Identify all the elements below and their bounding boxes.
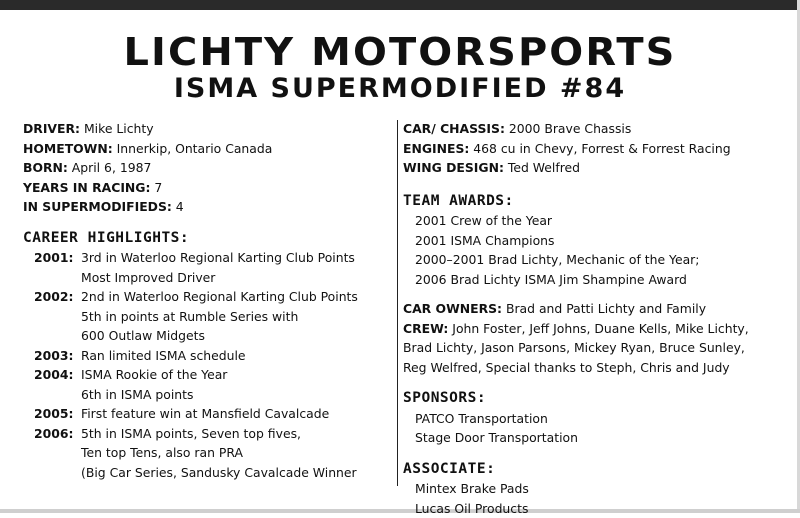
- crew-line: Reg Welfred, Special thanks to Steph, Chris and Judy: [403, 358, 793, 378]
- wing-design-value: Ted Welfred: [508, 160, 580, 175]
- hometown-row: [23, 139, 393, 159]
- wing-design-label: WING DESIGN:: [403, 160, 504, 175]
- career-line: 600 Outlaw Midgets: [81, 326, 358, 346]
- career-year: 2005:: [34, 404, 81, 424]
- right-column: [403, 119, 793, 518]
- career-line: Ten top Tens, also ran PRA: [81, 443, 357, 463]
- award-item: 2006 Brad Lichty ISMA Jim Shampine Award: [403, 270, 793, 290]
- years-racing-value: 7: [154, 180, 162, 195]
- owners-row: [403, 299, 793, 319]
- award-item: 2001 Crew of the Year: [403, 211, 793, 231]
- crew-value: John Foster, Jeff Johns, Duane Kells, Mike Lichty,: [452, 321, 748, 336]
- career-year: 2006:: [34, 424, 81, 483]
- column-divider: [397, 120, 398, 486]
- card-title: LICHTY MOTORSPORTS: [0, 30, 800, 74]
- years-racing-label: YEARS IN RACING:: [23, 180, 150, 195]
- career-line: ISMA Rookie of the Year: [81, 365, 227, 385]
- associate-item: Lucas Oil Products: [403, 499, 793, 518]
- born-row: [23, 158, 393, 178]
- career-entry: [34, 424, 393, 483]
- award-item: 2001 ISMA Champions: [403, 231, 793, 251]
- sponsors-list: [403, 409, 793, 448]
- hometown-label: HOMETOWN:: [23, 141, 113, 156]
- supermodifieds-row: [23, 197, 393, 217]
- owners-value: Brad and Patti Lichty and Family: [506, 301, 706, 316]
- supermodifieds-label: IN SUPERMODIFIEDS:: [23, 199, 172, 214]
- supermodifieds-value: 4: [176, 199, 184, 214]
- driver-info: [23, 119, 393, 217]
- driver-label: DRIVER:: [23, 121, 80, 136]
- left-column: [23, 119, 393, 482]
- chassis-label: CAR/ CHASSIS:: [403, 121, 505, 136]
- career-line: 2nd in Waterloo Regional Karting Club Points: [81, 287, 358, 307]
- owners-crew: [403, 299, 793, 377]
- career-line: 6th in ISMA points: [81, 385, 227, 405]
- associate-item: Mintex Brake Pads: [403, 479, 793, 499]
- top-border: [0, 0, 800, 10]
- born-value: April 6, 1987: [72, 160, 152, 175]
- award-item: 2000–2001 Brad Lichty, Mechanic of the Year;: [403, 250, 793, 270]
- career-list: [23, 248, 393, 482]
- crew-label: CREW:: [403, 321, 448, 336]
- career-line: 5th in ISMA points, Seven top fives,: [81, 424, 357, 444]
- career-line: (Big Car Series, Sandusky Cavalcade Winner: [81, 463, 357, 483]
- career-entry: [34, 248, 393, 287]
- career-line: First feature win at Mansfield Cavalcade: [81, 404, 329, 424]
- engines-value: 468 cu in Chevy, Forrest & Forrest Racing: [473, 141, 730, 156]
- card-subtitle: ISMA SUPERMODIFIED #84: [0, 73, 800, 104]
- hometown-value: Innerkip, Ontario Canada: [117, 141, 273, 156]
- career-year: 2004:: [34, 365, 81, 404]
- born-label: BORN:: [23, 160, 68, 175]
- career-entry: [34, 404, 393, 424]
- wing-design-row: [403, 158, 793, 178]
- career-heading: CAREER HIGHLIGHTS:: [23, 229, 393, 249]
- sponsors-heading: SPONSORS:: [403, 389, 793, 409]
- associate-list: [403, 479, 793, 518]
- career-line: Most Improved Driver: [81, 268, 355, 288]
- career-entry: [34, 365, 393, 404]
- driver-value: Mike Lichty: [84, 121, 154, 136]
- career-line: Ran limited ISMA schedule: [81, 346, 246, 366]
- driver-row: [23, 119, 393, 139]
- crew-line: Brad Lichty, Jason Parsons, Mickey Ryan, Bruce Sunley,: [403, 338, 793, 358]
- career-entry: [34, 287, 393, 346]
- chassis-row: [403, 119, 793, 139]
- career-year: 2003:: [34, 346, 81, 366]
- chassis-value: 2000 Brave Chassis: [509, 121, 631, 136]
- team-awards-heading: TEAM AWARDS:: [403, 192, 793, 212]
- career-line: 5th in points at Rumble Series with: [81, 307, 358, 327]
- career-entry: [34, 346, 393, 366]
- sponsor-item: PATCO Transportation: [403, 409, 793, 429]
- team-awards-list: [403, 211, 793, 289]
- career-line: 3rd in Waterloo Regional Karting Club Points: [81, 248, 355, 268]
- engines-row: [403, 139, 793, 159]
- crew-row: [403, 319, 793, 339]
- associate-heading: ASSOCIATE:: [403, 460, 793, 480]
- engines-label: ENGINES:: [403, 141, 469, 156]
- career-year: 2002:: [34, 287, 81, 346]
- sponsor-item: Stage Door Transportation: [403, 428, 793, 448]
- career-year: 2001:: [34, 248, 81, 287]
- car-info: [403, 119, 793, 178]
- years-racing-row: [23, 178, 393, 198]
- owners-label: CAR OWNERS:: [403, 301, 502, 316]
